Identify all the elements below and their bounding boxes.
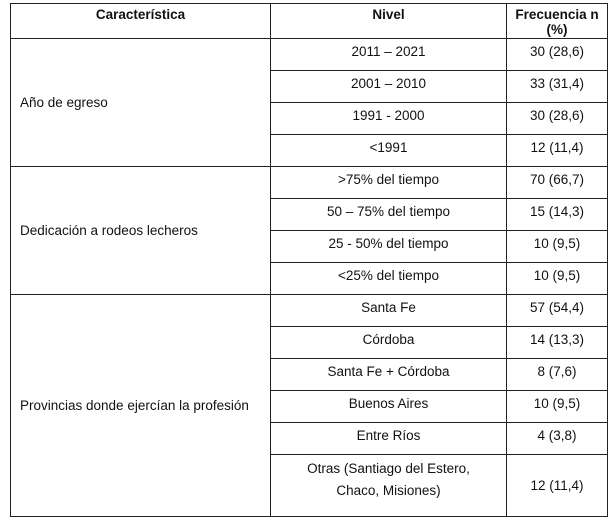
- level-cell: Entre Ríos: [271, 423, 507, 455]
- table-row: [11, 167, 608, 199]
- table-row: [11, 39, 608, 71]
- frequency-cell: 10 (9,5): [507, 231, 608, 263]
- level-cell: <25% del tiempo: [271, 263, 507, 295]
- frequency-cell: 30 (28,6): [507, 39, 608, 71]
- level-cell: Buenos Aires: [271, 391, 507, 423]
- frequency-cell: 57 (54,4): [507, 295, 608, 327]
- characteristic-dairy-dedication: Dedicación a rodeos lecheros: [11, 167, 271, 295]
- level-cell: >75% del tiempo: [271, 167, 507, 199]
- frequency-table: [10, 3, 608, 517]
- level-cell: 1991 - 2000: [271, 103, 507, 135]
- header-level: Nivel: [271, 4, 507, 39]
- level-line-1: Otras (Santiago del Estero,: [307, 461, 470, 476]
- frequency-cell: 30 (28,6): [507, 103, 608, 135]
- frequency-cell: 12 (11,4): [507, 135, 608, 167]
- level-cell-multiline: [271, 455, 507, 517]
- table-row: [11, 295, 608, 327]
- level-cell: 2011 – 2021: [271, 39, 507, 71]
- characteristic-provinces: Provincias donde ejercían la profesión: [11, 295, 271, 517]
- header-characteristic: Característica: [11, 4, 271, 39]
- header-frequency: Frecuencia n (%): [507, 4, 608, 39]
- level-cell: Santa Fe + Córdoba: [271, 359, 507, 391]
- level-cell: Córdoba: [271, 327, 507, 359]
- frequency-cell: 10 (9,5): [507, 263, 608, 295]
- level-line-2: Chaco, Misiones): [336, 483, 441, 498]
- level-cell: Santa Fe: [271, 295, 507, 327]
- frequency-cell: 10 (9,5): [507, 391, 608, 423]
- frequency-cell: 15 (14,3): [507, 199, 608, 231]
- header-row: [11, 4, 608, 39]
- level-cell: 50 – 75% del tiempo: [271, 199, 507, 231]
- frequency-cell: 33 (31,4): [507, 71, 608, 103]
- level-cell: <1991: [271, 135, 507, 167]
- frequency-cell: 4 (3,8): [507, 423, 608, 455]
- frequency-cell: 8 (7,6): [507, 359, 608, 391]
- characteristic-year-of-graduation: Año de egreso: [11, 39, 271, 167]
- level-cell: 2001 – 2010: [271, 71, 507, 103]
- level-cell: 25 - 50% del tiempo: [271, 231, 507, 263]
- frequency-cell: 14 (13,3): [507, 327, 608, 359]
- frequency-cell: 12 (11,4): [507, 455, 608, 517]
- frequency-cell: 70 (66,7): [507, 167, 608, 199]
